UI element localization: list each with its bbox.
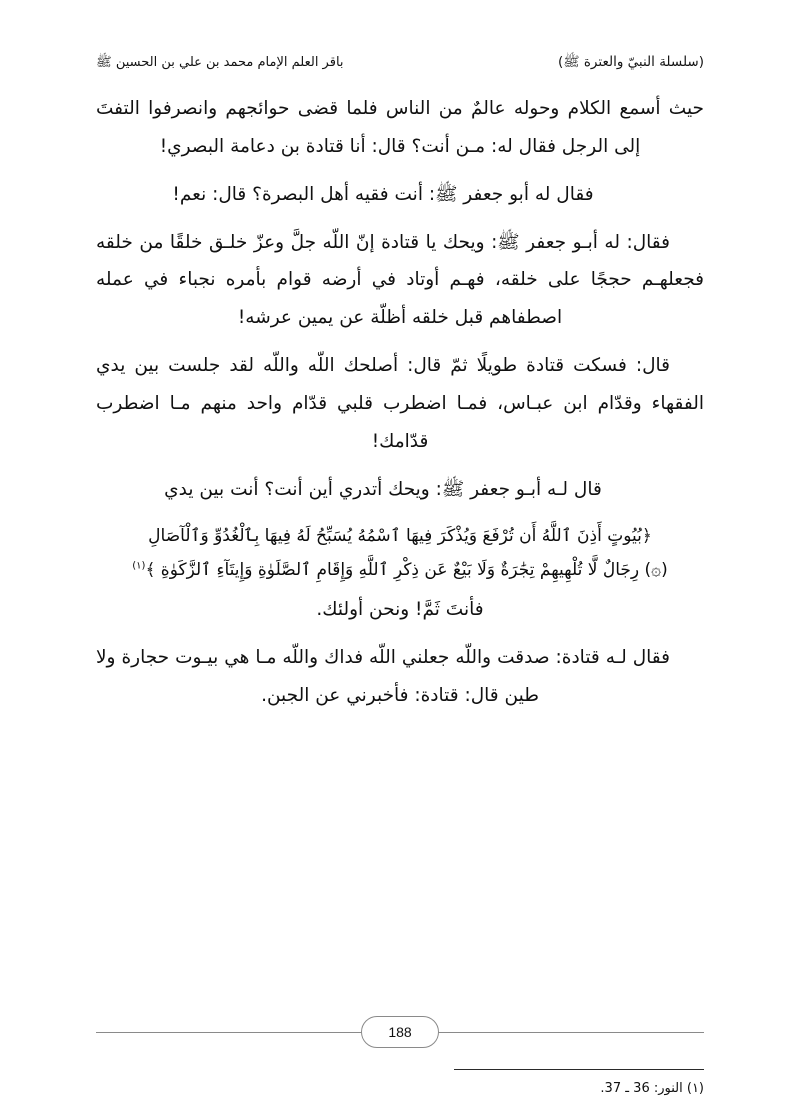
paragraph-3: فقال: له أبـو جعفر ﷺ: ويحك يا قتادة إنّ اللّه جلَّ وعزّ خلـق خلقًا من خلقه فجعلهـم حججًا على خلقه، فهـم أوتاد في أرضه قوام بأمره نجباء في عمله اصطفاهم قبل خلقه أظلّة عن يمين عرشه! xyxy=(96,231,704,329)
paragraph-4: قال: فسكت قتادة طويلًا ثمّ قال: أصلحك اللّه واللّه لقد جلست بين يدي الفقهاء وقدّام ابن عبـاس، فمـا اضطرب قلبي قدّام واحد منهم مـا اضطرب قدّامك! xyxy=(96,355,704,453)
footnote-marker: (١) xyxy=(132,560,146,572)
page-footer xyxy=(0,1012,800,1052)
paragraph-1: حيث أسمع الكلام وحوله عالمٌ من الناس فلما قضى حوائجهم وانصرفوا التفتَ إلى الرجل فقال له: مـن أنت؟ قال: أنا قتادة بن دعامة البصري! xyxy=(96,97,704,157)
footnote-1: (١) النور: 36 ـ 37. xyxy=(600,1080,704,1096)
paragraph-7: فقال لـه قتادة: صدقت واللّه جعلني اللّه فداك واللّه مـا هي بيـوت حجارة ولا طين قال: قتادة: فأخبرني عن الجبن. xyxy=(96,646,670,706)
quran-verse-block xyxy=(96,519,704,587)
header-series-title: (سلسلة النبيّ والعترة ﷺ) xyxy=(557,54,704,70)
quran-verse-line-2-text: (۞) رِجَالٌ لَّا تُلْهِيهِمْ تِجَٰرَةٌ وَلَا بَيْعٌ عَن ذِكْرِ ٱللَّهِ وَإِقَامِ ٱلصَّلَوٰةِ وَإِيتَآءِ ٱلزَّكَوٰةِ ﴾ xyxy=(145,560,668,581)
paragraph-5: قال لـه أبـو جعفر ﷺ: ويحك أتدري أين أنت؟ أنت بين يدي xyxy=(164,479,602,501)
paragraph-2: فقال له أبو جعفر ﷺ: أنت فقيه أهل البصرة؟ قال: نعم! xyxy=(172,183,594,205)
page-number: 188 xyxy=(361,1016,439,1048)
page-body xyxy=(96,90,704,1061)
running-header xyxy=(96,52,704,80)
quran-verse-line-1: ﴿بُيُوتٍ أَذِنَ ٱللَّهُ أَن تُرْفَعَ وَيُذْكَرَ فِيهَا ٱسْمُهُ يُسَبِّحُ لَهُ فِيهَا بِٱلْغُدُوِّ وَٱلْآصَالِ xyxy=(148,526,652,547)
paragraph-6: فأنتَ ثَمَّ! ونحن أولئك. xyxy=(316,599,484,621)
quran-verse-line-2 xyxy=(96,553,704,587)
footnote-area xyxy=(96,1067,704,1100)
footnote-divider xyxy=(454,1069,704,1070)
header-book-title: باقر العلم الإمام محمد بن علي بن الحسين ﷺ xyxy=(96,55,344,70)
